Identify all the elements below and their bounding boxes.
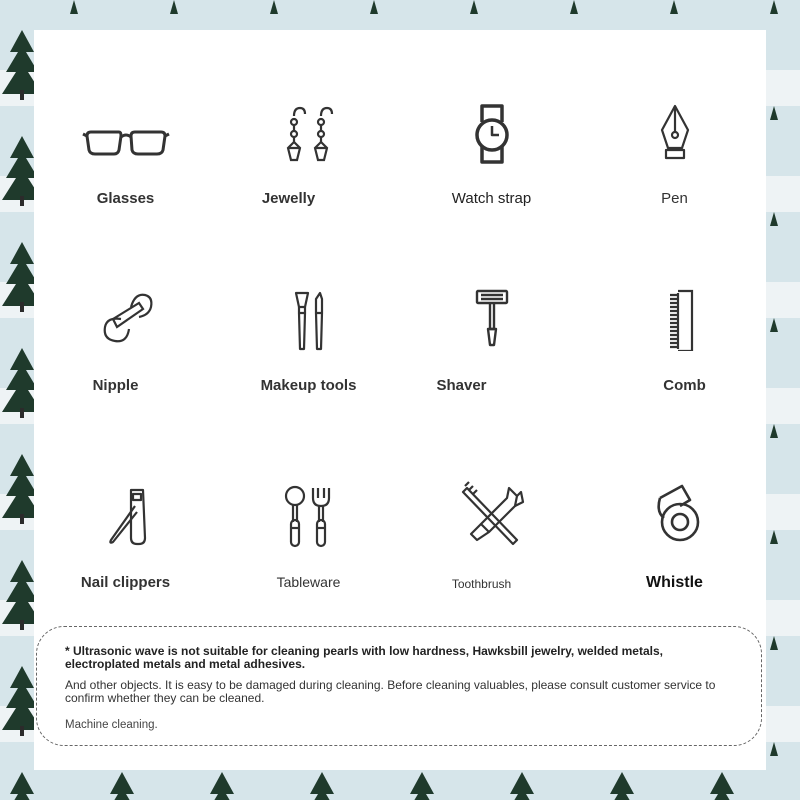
item-label: Comb <box>663 377 706 394</box>
item-label: Toothbrush <box>451 577 512 591</box>
item-label: Makeup tools <box>260 377 357 394</box>
item-nail-clippers <box>34 434 217 614</box>
item-comb <box>583 237 766 417</box>
razor-icon <box>447 279 537 351</box>
item-shaver <box>400 237 583 417</box>
comb-icon <box>630 279 720 351</box>
item-label: Whistle <box>646 574 703 591</box>
item-watch-strap <box>400 50 583 230</box>
notice-warning: * Ultrasonic wave is not suitable for cleaning pearls with low hardness, Hawksbill jewelry, welded metals, electroplated metals and metal adhesives. <box>65 644 663 671</box>
spoon-fork-icon <box>264 476 354 548</box>
toothbrush-icon <box>447 476 537 548</box>
nail-clipper-icon <box>81 476 171 548</box>
item-label: Tableware <box>276 574 341 590</box>
item-label: Pen <box>661 190 688 207</box>
item-label: Jewelly <box>261 190 316 207</box>
item-glasses <box>34 50 217 230</box>
item-toothbrush <box>400 434 583 614</box>
glasses-icon <box>81 92 171 164</box>
item-tableware <box>217 434 400 614</box>
item-jewelly <box>217 50 400 230</box>
item-label: Nipple <box>92 377 139 394</box>
pen-nib-icon <box>630 92 720 164</box>
item-nipple <box>34 237 217 417</box>
item-label: Glasses <box>96 190 155 207</box>
pacifier-icon <box>81 279 171 351</box>
item-pen <box>583 50 766 230</box>
item-whistle <box>583 434 766 614</box>
whistle-icon <box>630 476 720 548</box>
item-label: Shaver <box>436 377 487 394</box>
cleaning-notice <box>36 626 762 746</box>
earrings-icon <box>264 92 354 164</box>
watch-icon <box>447 92 537 164</box>
notice-footer: Machine cleaning. <box>65 719 158 731</box>
item-label: Watch strap <box>451 190 532 207</box>
makeup-brush-icon <box>264 279 354 351</box>
item-label: Nail clippers <box>80 574 171 591</box>
notice-advice: And other objects. It is easy to be damaged during cleaning. Before cleaning valuables, please consult customer service to confirm whether they can be cleaned. <box>65 678 716 705</box>
